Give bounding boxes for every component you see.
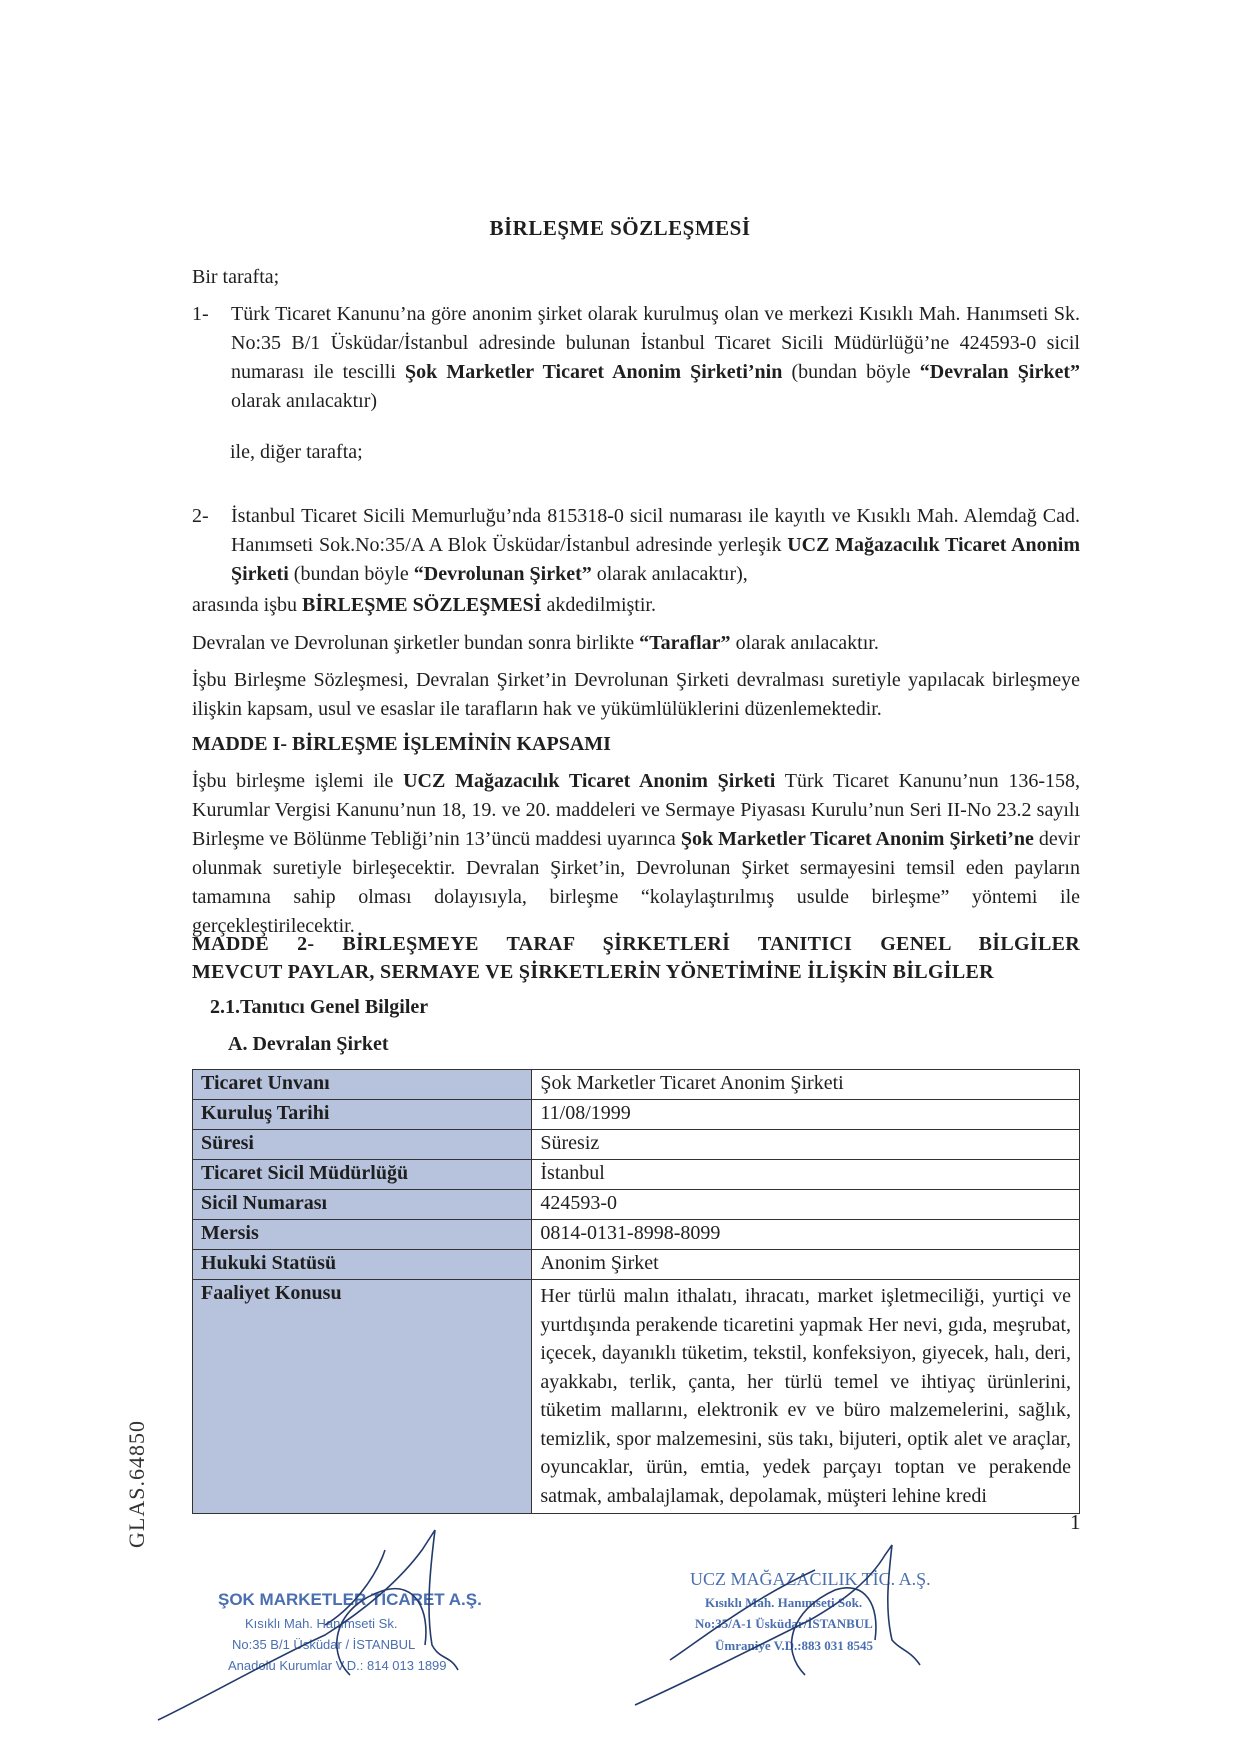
party-1-company-name: Şok Marketler Ticaret Anonim Şirketi’nin xyxy=(405,361,783,383)
section-a-heading: A. Devralan Şirket xyxy=(228,1033,389,1055)
row-label: Sicil Numarası xyxy=(193,1190,532,1220)
row-label: Ticaret Unvanı xyxy=(193,1070,532,1100)
row-label: Hukuki Statüsü xyxy=(193,1250,532,1280)
document-title: BİRLEŞME SÖZLEŞMESİ xyxy=(489,216,751,240)
table-row xyxy=(193,1160,1080,1190)
stamp-left-line-1: ŞOK MARKETLER TİCARET A.Ş. xyxy=(218,1590,482,1609)
article-2-heading-line-1: MADDE 2- BİRLEŞMEYE TARAF ŞİRKETLERİ TANITICI GENEL BİLGİLER xyxy=(192,933,1080,955)
row-label: Süresi xyxy=(193,1130,532,1160)
table-row xyxy=(193,1100,1080,1130)
stamp-right-line-3: No:35/A-1 Üsküdar/İSTANBUL xyxy=(695,1616,873,1631)
party-2-text: İstanbul Ticaret Sicili Memurluğu’nda 815318-0 sicil numarası ile kayıtlı ve Kısıklı Mah. Alemdağ Cad. Hanımseti Sok.No:35/A A Blok Üsküdar/İstanbul adresinde yerleşik UCZ Mağazacılık Ticaret Anonim Şirketi (bundan böyle “Devrolunan Şirket” olarak anılacaktır), xyxy=(231,505,1080,585)
article-1-heading: MADDE I- BİRLEŞME İŞLEMİNİN KAPSAMI xyxy=(192,733,611,755)
row-value: İstanbul xyxy=(532,1160,1080,1190)
row-label: Mersis xyxy=(193,1220,532,1250)
party-1-clause xyxy=(192,300,1080,416)
row-value: 11/08/1999 xyxy=(532,1100,1080,1130)
parties-definition: Devralan ve Devrolunan şirketler bundan sonra birlikte “Taraflar” olarak anılacaktır. xyxy=(192,632,879,654)
row-label: Kuruluş Tarihi xyxy=(193,1100,532,1130)
stamp-right-line-4: Ümraniye V.D.:883 031 8545 xyxy=(715,1638,874,1653)
row-value: 424593-0 xyxy=(532,1190,1080,1220)
ucz-company-stamp xyxy=(630,1500,990,1710)
table-row xyxy=(193,1190,1080,1220)
purpose-paragraph: İşbu Birleşme Sözleşmesi, Devralan Şirket’in Devrolunan Şirketi devralması suretiyle yapılacak birleşmeye ilişkin kapsam, usul ve esaslar ile tarafların hak ve yükümlülüklerini düzenlemektedir. xyxy=(192,669,1080,720)
table-row xyxy=(193,1220,1080,1250)
stamp-left-line-3: No:35 B/1 Üsküdar / İSTANBUL xyxy=(232,1637,416,1652)
table-row xyxy=(193,1070,1080,1100)
other-side-line: ile, diğer tarafta; xyxy=(230,441,363,463)
row-value: Süresiz xyxy=(532,1130,1080,1160)
party-2-company-name: UCZ Mağazacılık Ticaret Anonim Şirketi xyxy=(231,534,1080,585)
company-info-table xyxy=(192,1069,1080,1514)
table-row xyxy=(193,1250,1080,1280)
party-1-number: 1- xyxy=(192,303,209,325)
page-number: 1 xyxy=(1070,1510,1081,1534)
party-1-text: Türk Ticaret Kanunu’na göre anonim şirket olarak kurulmuş olan ve merkezi Kısıklı Mah. Hanımseti Sk. No:35 B/1 Üsküdar/İstanbul adresinde bulunan İstanbul Ticaret Sicili Müdürlüğü’ne 424593-0 sicil numarası ile tescilli Şok Marketler Ticaret Anonim Şirketi’nin (bundan böyle “Devralan Şirket” olarak anılacaktır) xyxy=(231,303,1080,412)
stamp-right-line-1: UCZ MAĞAZACILIK TİC. A.Ş. xyxy=(690,1569,931,1589)
stamp-right-line-2: Kısıklı Mah. Hanımseti Sok. xyxy=(705,1595,863,1610)
sub-heading: 2.1.Tanıtıcı Genel Bilgiler xyxy=(210,996,429,1018)
party-2-clause xyxy=(192,502,1080,589)
row-label: Faaliyet Konusu xyxy=(193,1280,532,1514)
row-label: Ticaret Sicil Müdürlüğü xyxy=(193,1160,532,1190)
side-reference-code: GLAS.64850 xyxy=(124,1420,149,1548)
article-2-heading xyxy=(192,930,1080,986)
between-line: arasında işbu BİRLEŞME SÖZLEŞMESİ akdedilmiştir. xyxy=(192,594,656,616)
intro-line: Bir tarafta; xyxy=(192,266,280,288)
article-1-body: İşbu birleşme işlemi ile UCZ Mağazacılık Ticaret Anonim Şirketi Türk Ticaret Kanunu’nun 136-158, Kurumlar Vergisi Kanunu’nun 18, 19. ve 20. maddeleri ve Sermaye Piyasası Kurulu’nun Seri II-No 23.2 sayılı Birleşme ve Bölünme Tebliği’nin 13’üncü maddesi uyarınca Şok Marketler Ticaret Anonim Şirketi’ne devir olunmak suretiyle birleşecektir. Devralan Şirket’in, Devrolunan Şirket sermayesini temsil eden payların tamamına sahip olması dolayısıyla, birleşme “kolaylaştırılmış usulde birleşme” yöntemi ile gerçekleştirilecektir. xyxy=(192,770,1081,937)
row-value: Anonim Şirket xyxy=(532,1250,1080,1280)
party-1-alias: “Devralan Şirket” xyxy=(919,361,1080,383)
row-value: Her türlü malın ithalatı, ihracatı, market işletmeciliği, yurtiçi ve yurtdışında perakende ticaretini yapmak Her nevi, gıda, meşrubat, içecek, dayanıklı tüketim, tekstil, konfeksiyon, giyecek, halı, deri, ayakkabı, terlik, çanta, her türlü temel ve ihtiyaç ürünlerini, tüketim mallarını, elektronik ev ve büro malzemelerini, sağlık, temizlik, spor malzemesini, süs takı, bijuteri, optik alet ve araçlar, oyuncaklar, ürün, emtia, yedek parçayı toptan ve perakende satmak, ambalajlamak, depolamak, müşteri lehine kredi xyxy=(532,1280,1080,1514)
row-value: 0814-0131-8998-8099 xyxy=(532,1220,1080,1250)
article-2-heading-line-2: MEVCUT PAYLAR, SERMAYE VE ŞİRKETLERİN YÖNETİMİNE İLİŞKİN BİLGİLER xyxy=(192,961,994,983)
sok-company-stamp xyxy=(150,1510,490,1730)
party-2-number: 2- xyxy=(192,505,209,527)
table-row xyxy=(193,1280,1080,1514)
table-row xyxy=(193,1130,1080,1160)
stamp-left-line-2: Kısıklı Mah. Hanımseti Sk. xyxy=(245,1616,398,1631)
row-value: Şok Marketler Ticaret Anonim Şirketi xyxy=(532,1070,1080,1100)
party-2-alias: “Devrolunan Şirket” xyxy=(413,563,592,585)
stamp-left-line-4: Anadolu Kurumlar V.D.: 814 013 1899 xyxy=(228,1658,447,1673)
